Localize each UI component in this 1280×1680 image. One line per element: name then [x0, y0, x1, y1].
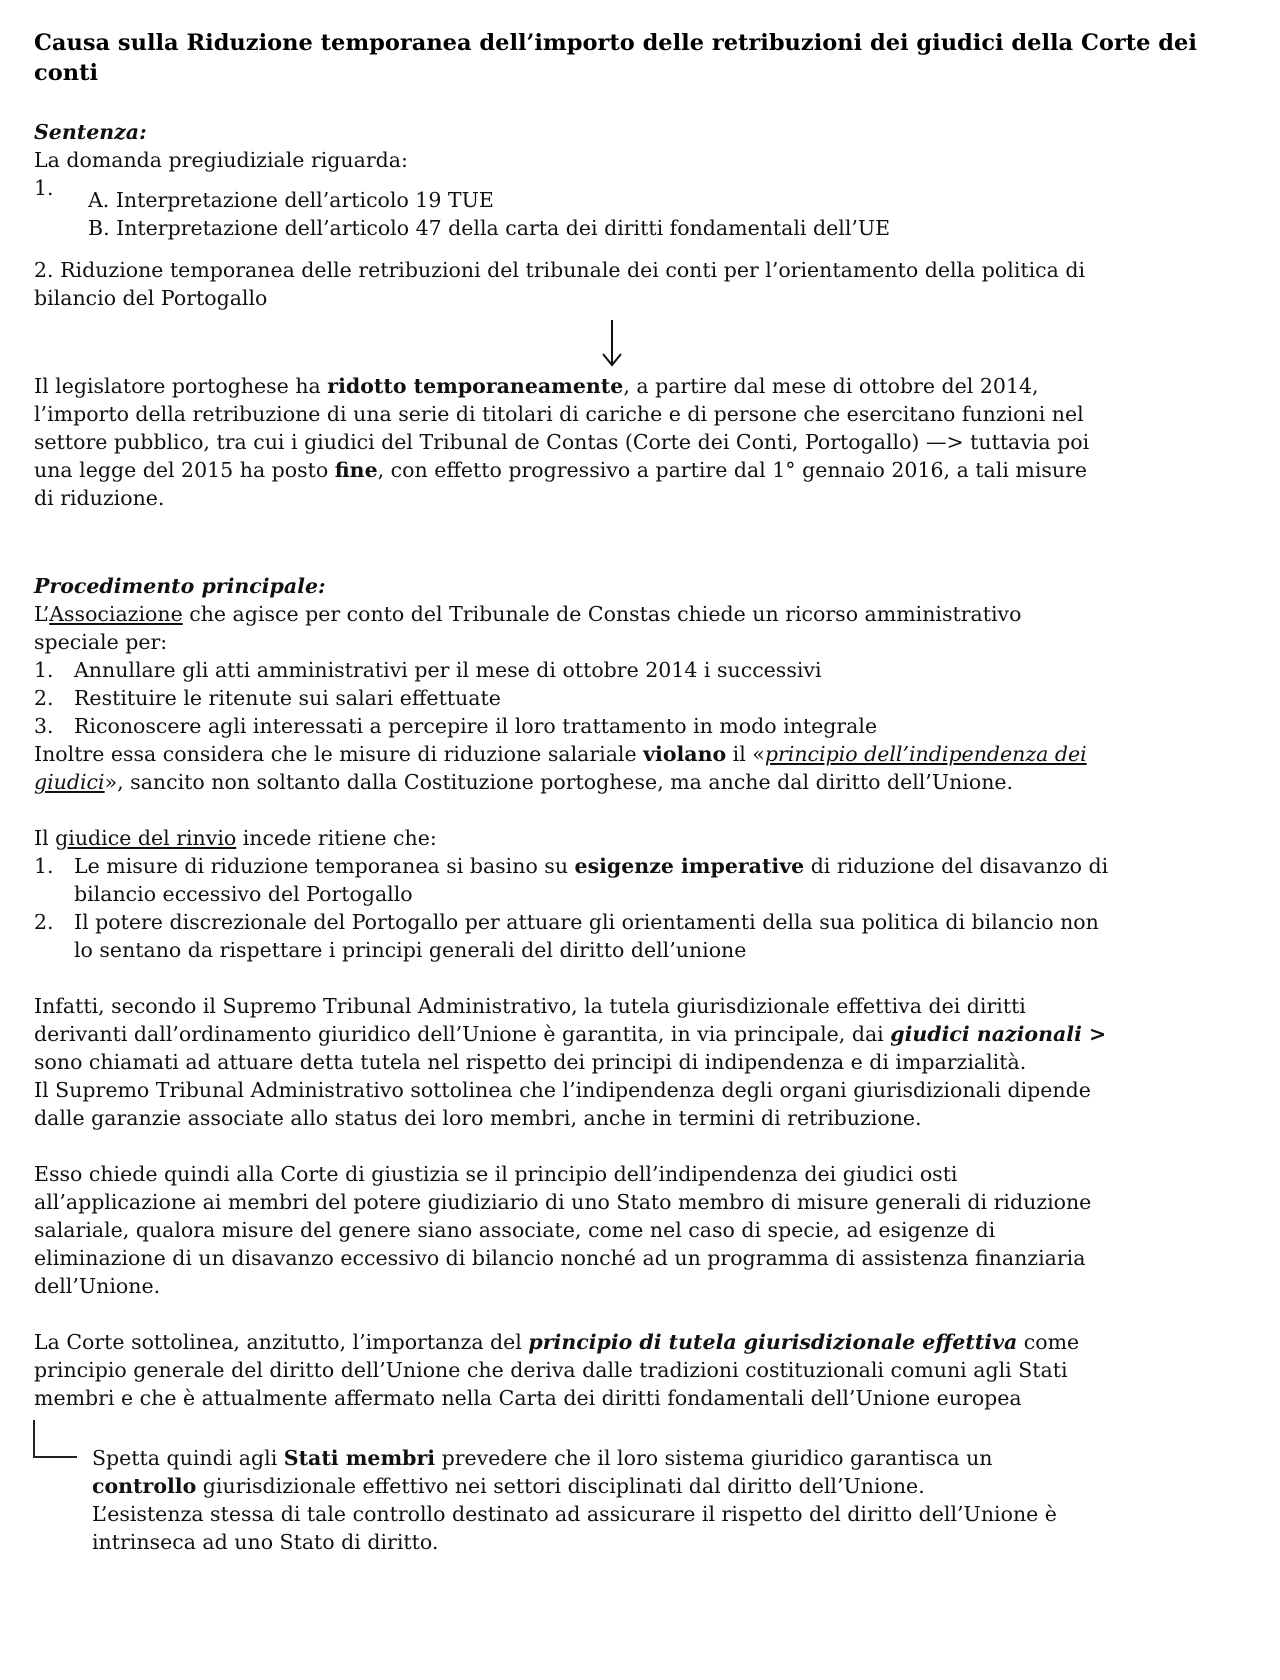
- legislatore-line2: l’importo della retribuzione di una serie di titolari di cariche e di persone che esercitano funzioni nel: [34, 402, 1084, 426]
- procedimento-line1: L’Associazione che agisce per conto del Tribunale de Constas chiede un ricorso amministrativo: [34, 602, 1022, 626]
- sentenza-point-2-line2: bilancio del Portogallo: [34, 286, 268, 310]
- rinvio-item-2-line2: lo sentano da rispettare i principi generali del diritto dell’unione: [74, 938, 747, 962]
- rinvio-item-1-line2: bilancio eccessivo del Portogallo: [74, 882, 413, 906]
- corte-line1: La Corte sottolinea, anzitutto, l’importanza del principio di tutela giurisdizionale effettiva come: [34, 1330, 1080, 1354]
- esso-line3: salariale, qualora misure del genere siano associate, come nel caso di specie, ad esigenze di: [34, 1218, 996, 1242]
- infatti-line4: Il Supremo Tribunal Administrativo sottolinea che l’indipendenza degli organi giurisdizionali dipende: [34, 1078, 1091, 1102]
- procedimento-heading: Procedimento principale:: [34, 574, 326, 598]
- esso-line5: dell’Unione.: [34, 1274, 161, 1298]
- document-title: Causa sulla Riduzione temporanea dell’importo delle retribuzioni dei giudici della Corte dei conti: [34, 30, 1197, 86]
- esigenze-imperative: esigenze imperative: [574, 854, 805, 878]
- procedimento-item-number: 1.: [34, 658, 54, 682]
- principio-indipendenza: principio dell’indipendenza dei: [764, 742, 1087, 766]
- procedimento-item-number: 2.: [34, 686, 54, 710]
- violano-bold: violano: [643, 742, 727, 766]
- down-arrow-icon: [600, 318, 624, 368]
- rinvio-item-number: 1.: [34, 854, 54, 878]
- rinvio-line1: Il giudice del rinvio incede ritiene che:: [34, 826, 437, 850]
- sentenza-item-a: A. Interpretazione dell’articolo 19 TUE: [88, 188, 494, 212]
- ridotto-temporaneamente: ridotto temporaneamente: [327, 374, 624, 398]
- infatti-line5: dalle garanzie associate allo status dei loro membri, anche in termini di retribuzione.: [34, 1106, 922, 1130]
- controllo-bold: controllo: [92, 1474, 197, 1498]
- inoltre-line2: giudici», sancito non soltanto dalla Costituzione portoghese, ma anche dal diritto dell’Unione.: [34, 770, 1014, 794]
- infatti-line3: sono chiamati ad attuare detta tutela nel rispetto dei principi di indipendenza e di imparzialità.: [34, 1050, 1027, 1074]
- procedimento-item: Restituire le ritenute sui salari effettuate: [74, 686, 501, 710]
- fine-bold: fine: [334, 458, 378, 482]
- esso-line4: eliminazione di un disavanzo eccessivo di bilancio nonché ad un programma di assistenza finanziaria: [34, 1246, 1086, 1270]
- infatti-line1: Infatti, secondo il Supremo Tribunal Administrativo, la tutela giurisdizionale effettiva dei diritti: [34, 994, 1026, 1018]
- sentenza-item-b: B. Interpretazione dell’articolo 47 della carta dei diritti fondamentali dell’UE: [88, 216, 891, 240]
- spetta-line2: controllo giurisdizionale effettivo nei settori disciplinati dal diritto dell’Unione.: [92, 1474, 925, 1498]
- esso-line1: Esso chiede quindi alla Corte di giustizia se il principio dell’indipendenza dei giudici osti: [34, 1162, 958, 1186]
- rinvio-item-number: 2.: [34, 910, 54, 934]
- procedimento-item: Riconoscere agli interessati a percepire il loro trattamento in modo integrale: [74, 714, 878, 738]
- sentenza-intro: La domanda pregiudiziale riguarda:: [34, 148, 408, 172]
- legislatore-line3: settore pubblico, tra cui i giudici del Tribunal de Contas (Corte dei Conti, Portogallo) —> tuttavia poi: [34, 430, 1090, 454]
- corte-line3: membri e che è attualmente affermato nella Carta dei diritti fondamentali dell’Unione europea: [34, 1386, 1022, 1410]
- giudici-nazionali: giudici nazionali: [890, 1022, 1082, 1046]
- stati-membri: Stati membri: [283, 1446, 436, 1470]
- procedimento-line2: speciale per:: [34, 630, 168, 654]
- legislatore-line4: una legge del 2015 ha posto fine, con effetto progressivo a partire dal 1° gennaio 2016, a tali misure: [34, 458, 1088, 482]
- spetta-line1: Spetta quindi agli Stati membri prevedere che il loro sistema giuridico garantisca un: [92, 1446, 993, 1470]
- spetta-line3: L’esistenza stessa di tale controllo destinato ad assicurare il rispetto del diritto dell’Unione è: [92, 1502, 1057, 1526]
- legislatore-line1: Il legislatore portoghese ha ridotto temporaneamente, a partire dal mese di ottobre del 2014,: [34, 374, 1039, 398]
- sentenza-number-1: 1.: [34, 176, 54, 200]
- esso-line2: all’applicazione ai membri del potere giudiziario di uno Stato membro di misure generali di riduzione: [34, 1190, 1092, 1214]
- sentenza-heading: Sentenza:: [34, 120, 147, 144]
- principio-tutela: principio di tutela giurisdizionale effettiva: [528, 1330, 1018, 1354]
- infatti-line2: derivanti dall’ordinamento giuridico dell’Unione è garantita, in via principale, dai giudici nazionali >: [34, 1022, 1107, 1046]
- corte-line2: principio generale del diritto dell’Unione che deriva dalle tradizioni costituzionali comuni agli Stati: [34, 1358, 1068, 1382]
- associazione-link-text: Associazione: [49, 602, 183, 626]
- procedimento-item-number: 3.: [34, 714, 54, 738]
- sentenza-point-2-line1: 2. Riduzione temporanea delle retribuzioni del tribunale dei conti per l’orientamento della politica di: [34, 258, 1086, 282]
- bracket-connector-vertical: [33, 1420, 35, 1456]
- legislatore-line5: di riduzione.: [34, 486, 165, 510]
- bracket-connector-horizontal: [33, 1456, 77, 1458]
- rinvio-item-1-line1: Le misure di riduzione temporanea si basino su esigenze imperative di riduzione del disavanzo di: [74, 854, 1109, 878]
- inoltre-line1: Inoltre essa considera che le misure di riduzione salariale violano il «principio dell’indipendenza dei: [34, 742, 1087, 766]
- rinvio-item-2-line1: Il potere discrezionale del Portogallo per attuare gli orientamenti della sua politica di bilancio non: [74, 910, 1099, 934]
- spetta-line4: intrinseca ad uno Stato di diritto.: [92, 1530, 439, 1554]
- giudice-del-rinvio: giudice del rinvio: [55, 826, 237, 850]
- procedimento-item: Annullare gli atti amministrativi per il mese di ottobre 2014 i successivi: [74, 658, 822, 682]
